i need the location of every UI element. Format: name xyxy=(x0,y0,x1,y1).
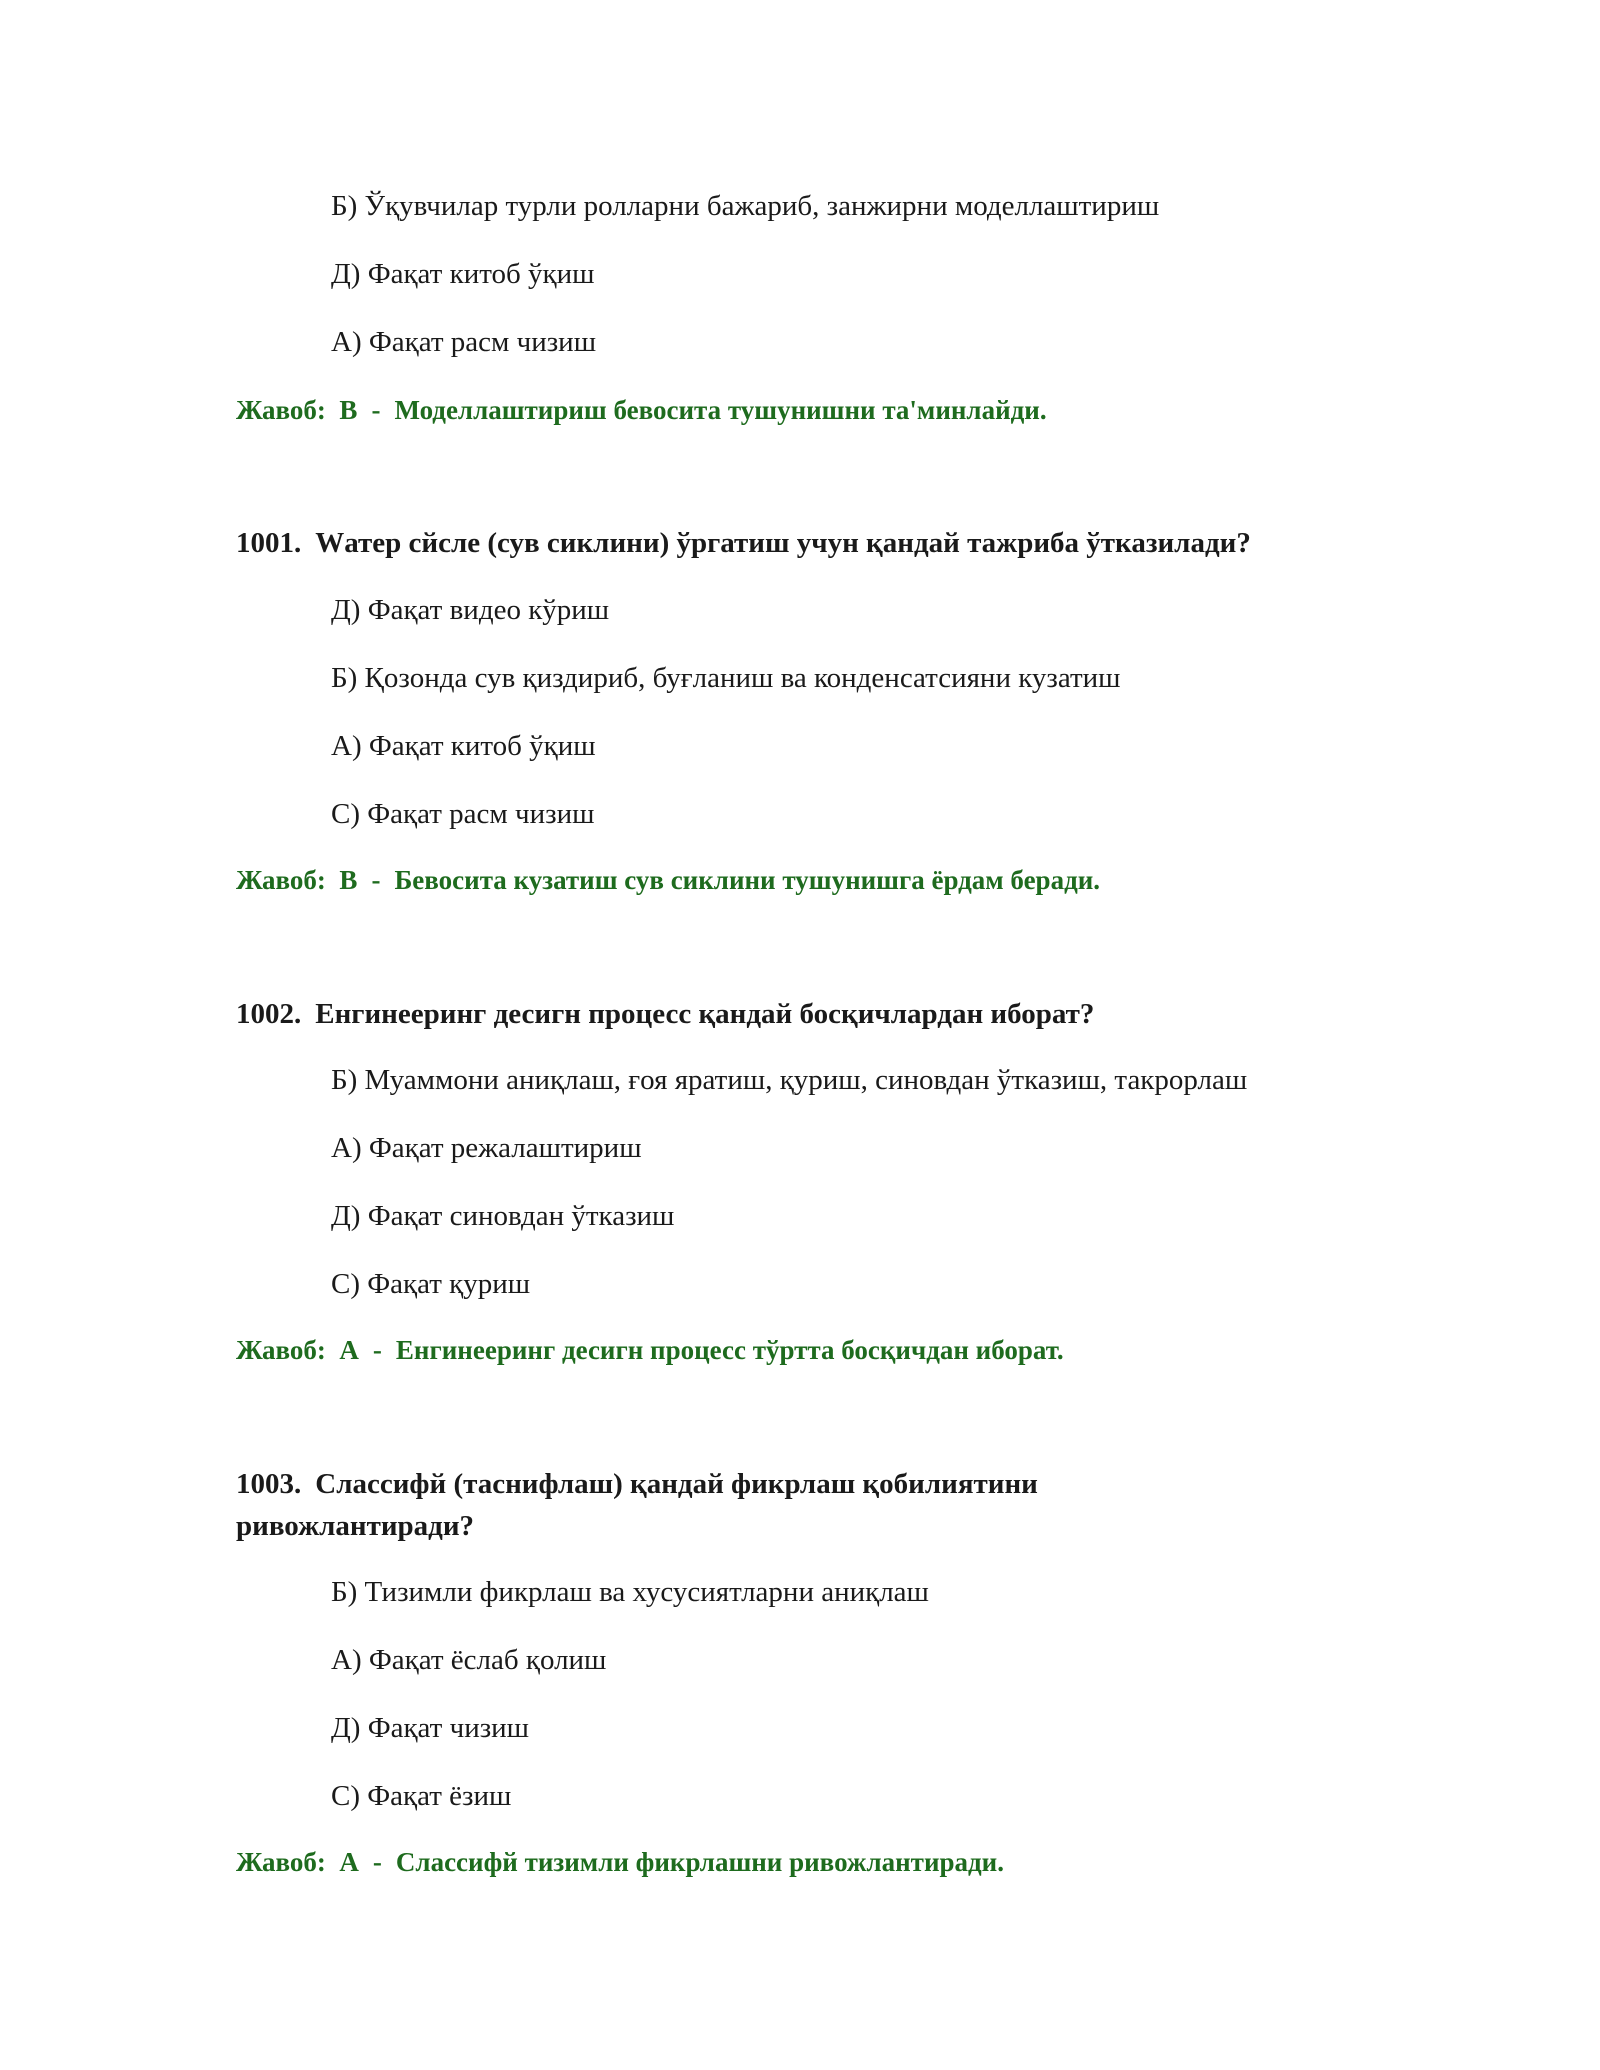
question-text: Енгинееринг десигн процесс қандай босқичлардан иборат? xyxy=(315,998,1095,1030)
option-item: Д) Фақат чизиш xyxy=(331,1712,530,1744)
answer-line xyxy=(236,1332,1064,1368)
question-number: 1001. xyxy=(236,527,302,559)
answer-dash: - xyxy=(372,1335,382,1365)
option-item: С) Фақат қуриш xyxy=(331,1268,531,1300)
answer-line xyxy=(236,392,1047,428)
question-1001 xyxy=(236,522,1376,564)
option-item: А) Фақат ёслаб қолиш xyxy=(331,1644,607,1676)
answer-dash: - xyxy=(371,865,381,895)
question-number: 1003. xyxy=(236,1468,302,1500)
answer-text: Енгинееринг десигн процесс тўртта босқичдан иборат. xyxy=(395,1335,1064,1365)
question-number: 1002. xyxy=(236,998,302,1030)
option-item: Д) Фақат видео кўриш xyxy=(331,594,610,626)
question-1002 xyxy=(236,993,1376,1035)
answer-line xyxy=(236,862,1100,898)
answer-letter: В xyxy=(339,395,358,425)
question-text-line1: Слассифй (таснифлаш) қандай фикрлаш қобилиятини xyxy=(315,1468,1038,1500)
answer-letter: А xyxy=(339,1847,359,1877)
option-item: Б) Муаммони аниқлаш, ғоя яратиш, қуриш, синовдан ўтказиш, такрорлаш xyxy=(331,1064,1248,1096)
answer-label: Жавоб: xyxy=(236,865,326,895)
answer-text: Моделлаштириш бевосита тушунишни та'минлайди. xyxy=(394,395,1047,425)
option-item: Д) Фақат синовдан ўтказиш xyxy=(331,1200,675,1232)
option-item: Б) Ўқувчилар турли ролларни бажариб, занжирни моделлаштириш xyxy=(331,190,1160,222)
answer-dash: - xyxy=(372,1847,382,1877)
answer-label: Жавоб: xyxy=(236,1847,326,1877)
option-item: А) Фақат режалаштириш xyxy=(331,1132,642,1164)
answer-letter: В xyxy=(339,865,358,895)
question-text: Wатер сйсле (сув сиклини) ўргатиш учун қандай тажриба ўтказилади? xyxy=(315,527,1251,559)
answer-text: Бевосита кузатиш сув сиклини тушунишга ёрдам беради. xyxy=(394,865,1101,895)
option-item: А) Фақат расм чизиш xyxy=(331,326,597,358)
option-item: Д) Фақат китоб ўқиш xyxy=(331,258,595,290)
option-item: С) Фақат ёзиш xyxy=(331,1780,512,1812)
question-1003 xyxy=(236,1463,1376,1547)
answer-dash: - xyxy=(371,395,381,425)
option-item: А) Фақат китоб ўқиш xyxy=(331,730,596,762)
answer-line xyxy=(236,1844,1004,1880)
question-text-line2: ривожлантиради? xyxy=(236,1510,475,1542)
answer-label: Жавоб: xyxy=(236,1335,326,1365)
answer-label: Жавоб: xyxy=(236,395,326,425)
option-item: С) Фақат расм чизиш xyxy=(331,798,595,830)
answer-text: Слассифй тизимли фикрлашни ривожлантиради. xyxy=(395,1847,1004,1877)
answer-letter: А xyxy=(339,1335,359,1365)
option-item: Б) Тизимли фикрлаш ва хусусиятларни аниқлаш xyxy=(331,1576,929,1608)
option-item: Б) Қозонда сув қиздириб, буғланиш ва конденсатсияни кузатиш xyxy=(331,662,1121,694)
